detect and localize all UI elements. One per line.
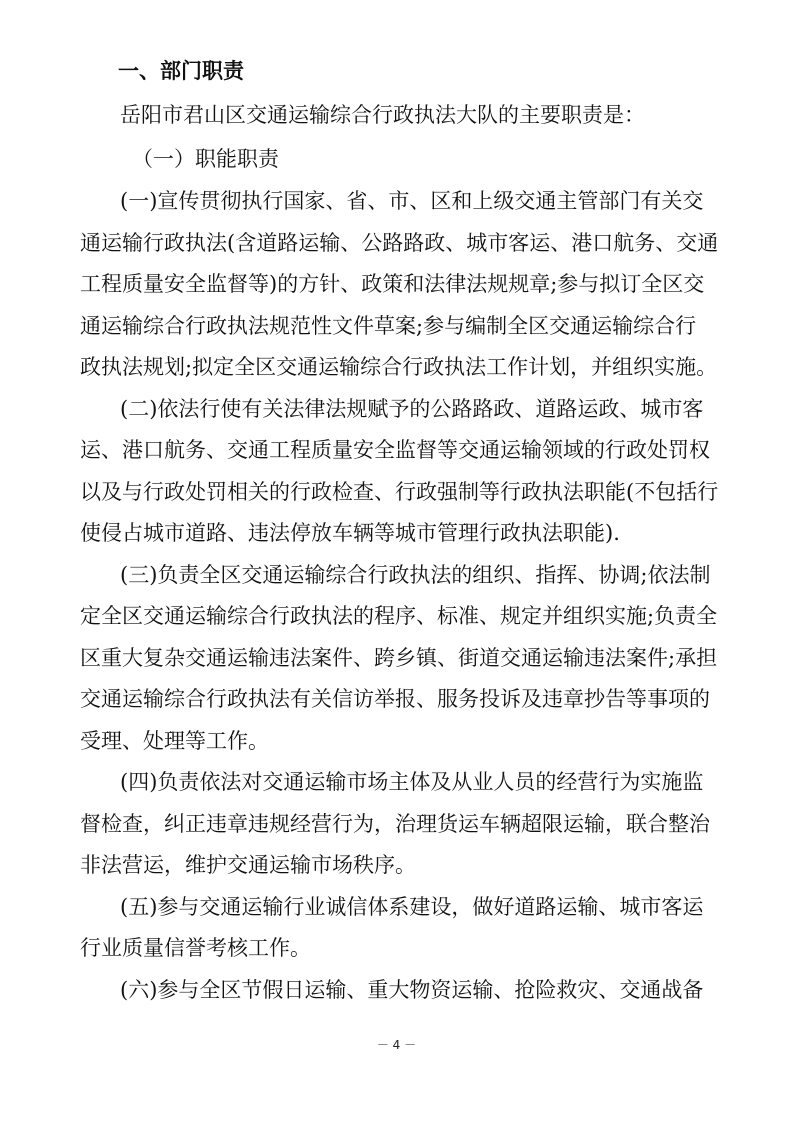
- page-number: － 4 －: [376, 1038, 417, 1052]
- paragraph-line: 运、港口航务、交通工程质量安全监督等交通运输领域的行政处罚权: [80, 438, 710, 462]
- paragraph-line: 以及与行政处罚相关的行政检查、行政强制等行政执法职能(不包括行: [80, 480, 719, 504]
- paragraph-line: (三)负责全区交通运输综合行政执法的组织、指挥、协调;依法制: [120, 563, 711, 587]
- paragraph-line: 政执法规划;拟定全区交通运输综合行政执法工作计划，并组织实施。: [80, 355, 718, 379]
- paragraph-line: 通运输行政执法(含道路运输、公路路政、城市客运、港口航务、交通: [80, 231, 719, 255]
- paragraph-line: (二)依法行使有关法律法规赋予的公路路政、道路运政、城市客: [120, 397, 704, 421]
- paragraph-line: 定全区交通运输综合行政执法的程序、标准、规定并组织实施;负责全: [80, 604, 718, 628]
- paragraph-line: 使侵占城市道路、违法停放车辆等城市管理行政执法职能).: [80, 521, 620, 545]
- paragraph-line: (六)参与全区节假日运输、重大物资运输、抢险救灾、交通战备: [120, 978, 704, 1002]
- paragraph-line: 通运输综合行政执法规范性文件草案;参与编制全区交通运输综合行: [80, 314, 697, 338]
- paragraph-line: 受理、处理等工作。: [80, 729, 269, 753]
- paragraph-line: (四)负责依法对交通运输市场主体及从业人员的经营行为实施监: [120, 770, 704, 794]
- subheading: （一）职能职责: [132, 147, 279, 171]
- paragraph-line: 工程质量安全监督等)的方针、政策和法律法规规章;参与拟订全区交: [80, 272, 705, 296]
- paragraph-line: 行业质量信誉考核工作。: [80, 936, 311, 960]
- paragraph-line: 交通运输综合行政执法有关信访举报、服务投诉及违章抄告等事项的: [80, 687, 710, 711]
- paragraph-line: 督检查，纠正违章违规经营行为，治理货运车辆超限运输，联合整治: [80, 812, 710, 836]
- paragraph-line: (五)参与交通运输行业诚信体系建设，做好道路运输、城市客运: [120, 895, 704, 919]
- paragraph-line: 非法营运，维护交通运输市场秩序。: [80, 853, 416, 877]
- section-heading: 一、部门职责: [118, 59, 244, 83]
- paragraph-line: 区重大复杂交通运输违法案件、跨乡镇、街道交通运输违法案件;承担: [80, 646, 718, 670]
- paragraph-line: (一)宣传贯彻执行国家、省、市、区和上级交通主管部门有关交: [120, 189, 704, 213]
- intro-text: 岳阳市君山区交通运输综合行政执法大队的主要职责是：: [120, 103, 645, 127]
